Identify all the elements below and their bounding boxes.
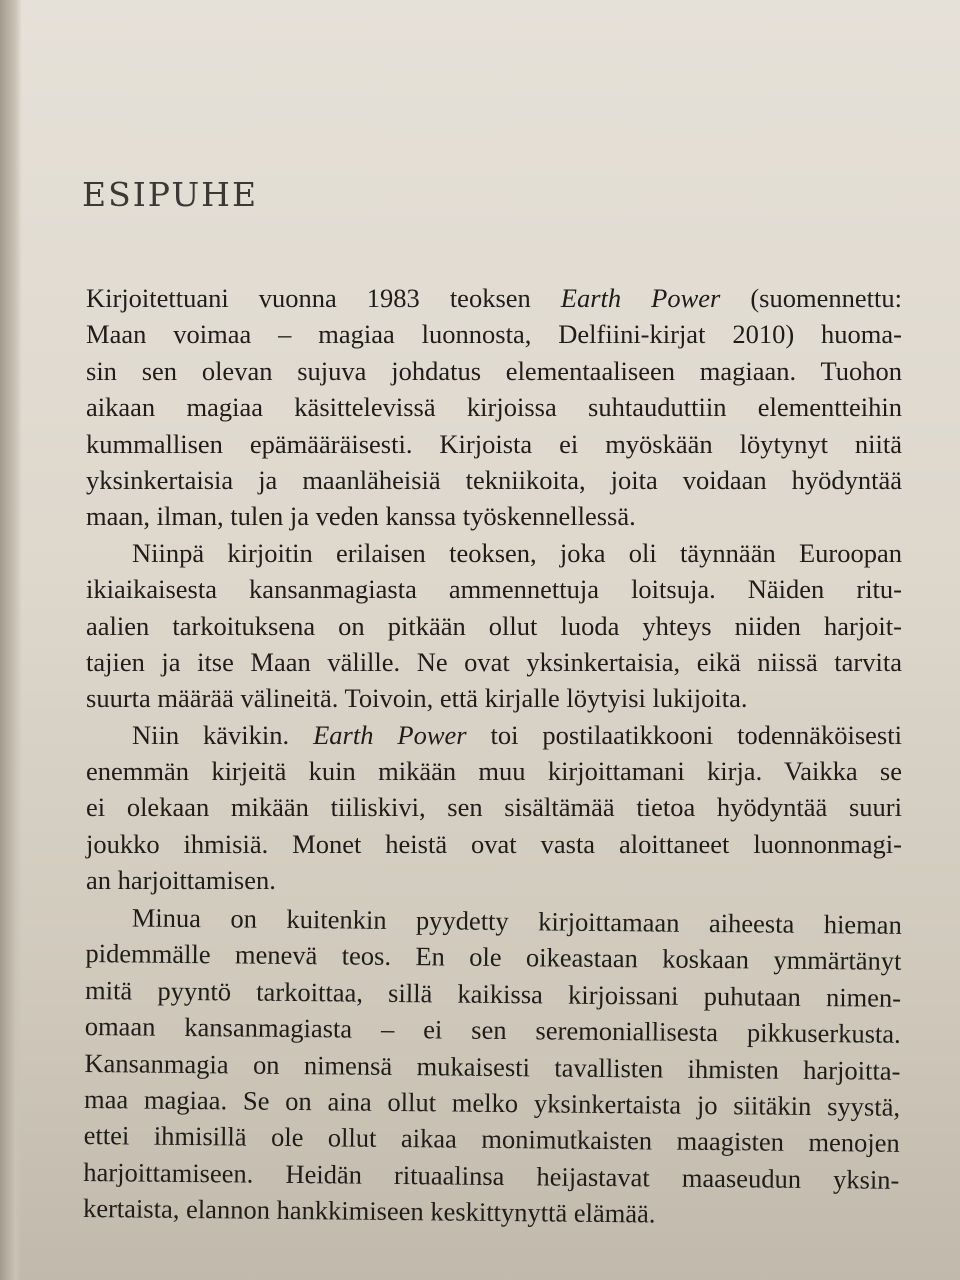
text-line [86, 389, 902, 425]
chapter-title: ESIPUHE [82, 175, 259, 214]
text-segment: Kirjoitettuani vuonna 1983 teoksen [86, 283, 561, 313]
text-line [86, 862, 902, 898]
text-segment: kertaista, elannon hankkimiseen keskittynyttä elämää. [82, 1192, 656, 1229]
text-segment: maan, ilman, tulen ja veden kanssa työskennellessä. [86, 501, 636, 532]
text-line [86, 426, 902, 462]
text-segment: (suomennettu: [720, 283, 902, 313]
text-segment: Kansanmagia on nimensä mukaisesti tavallisten ihmisten harjoitta- [84, 1047, 901, 1086]
paragraph [86, 280, 902, 535]
text-segment: ettei ihmisillä ole ollut aikaa monimutkaisten maagisten menojen [83, 1119, 900, 1158]
text-line [86, 535, 902, 571]
paragraph [86, 717, 902, 899]
body-text [82, 280, 902, 1229]
text-line [86, 280, 902, 316]
paragraph [83, 899, 902, 1234]
book-title-italic: Earth Power [560, 283, 721, 313]
book-title-italic: Earth Power [313, 719, 467, 750]
text-segment: joukko ihmisiä. Monet heistä ovat vasta aloittaneet luonnonmagi- [86, 828, 902, 859]
text-segment: Maan voimaa – magiaa luonnosta, Delfiini-kirjat 2010) huoma- [86, 319, 902, 350]
text-line [86, 644, 902, 680]
page-gutter-shadow [0, 0, 22, 1280]
text-segment: kummallisen epämääräisesti. Kirjoista ei myöskään löytynyt niitä [86, 428, 902, 459]
text-segment: suurta määrää välineitä. Toivoin, että kirjalle löytyisi lukijoita. [86, 683, 748, 714]
text-segment: ikiaikaisesta kansanmagiasta ammennettuja loitsuja. Näiden ritu- [86, 574, 902, 605]
text-segment: omaan kansanmagiasta – ei sen seremoniallisesta pikkuserkusta. [84, 1010, 901, 1049]
text-line [86, 717, 902, 753]
text-line [86, 680, 902, 716]
text-segment: Niin kävikin. [132, 719, 314, 750]
text-line [86, 462, 902, 498]
text-segment: yksinkertaisia ja maanläheisiä tekniikoita, joita voidaan hyödyntää [86, 464, 902, 495]
text-segment: sin sen olevan sujuva johdatus elementaaliseen magiaan. Tuohon [86, 355, 902, 386]
text-segment: ei olekaan mikään tiiliskivi, sen sisältämää tietoa hyödyntää suuri [86, 792, 902, 823]
text-segment: an harjoittamisen. [86, 865, 276, 896]
text-segment: harjoittamiseen. Heidän rituaalinsa heijastavat maaseudun yksin- [83, 1156, 900, 1195]
text-segment: aalien tarkoituksena on pitkään ollut luoda yhteys niiden harjoit- [86, 610, 902, 641]
text-line [86, 353, 902, 389]
paragraph [86, 535, 902, 717]
text-line [86, 571, 902, 607]
text-segment: enemmän kirjeitä kuin mikään muu kirjoittamani kirja. Vaikka se [86, 756, 902, 787]
text-segment: pidemmälle menevä teos. En ole oikeastaan koskaan ymmärtänyt [85, 938, 902, 976]
text-line [86, 316, 902, 352]
text-segment: mitä pyyntö tarkoittaa, sillä kaikissa kirjoissani puhutaan nimen- [84, 974, 902, 1013]
text-segment: aikaan magiaa käsittelevissä kirjoissa suhtauduttiin elementteihin [86, 392, 902, 423]
text-line [86, 753, 902, 789]
text-line [86, 826, 902, 862]
text-line [86, 789, 902, 825]
text-segment: tajien ja itse Maan välille. Ne ovat yksinkertaisia, eikä niissä tarvita [86, 646, 902, 677]
text-segment: Minua on kuitenkin pyydetty kirjoittamaan aiheesta hieman [131, 902, 902, 940]
text-segment: toi postilaatikkooni todennäköisesti [466, 719, 902, 750]
text-line [86, 498, 902, 534]
text-segment: maa magiaa. Se on aina ollut melko yksinkertaista jo siitäkin syystä, [83, 1083, 901, 1122]
text-segment: Niinpä kirjoitin erilaisen teoksen, joka oli täynnään Euroopan [132, 537, 902, 568]
text-line [86, 608, 902, 644]
